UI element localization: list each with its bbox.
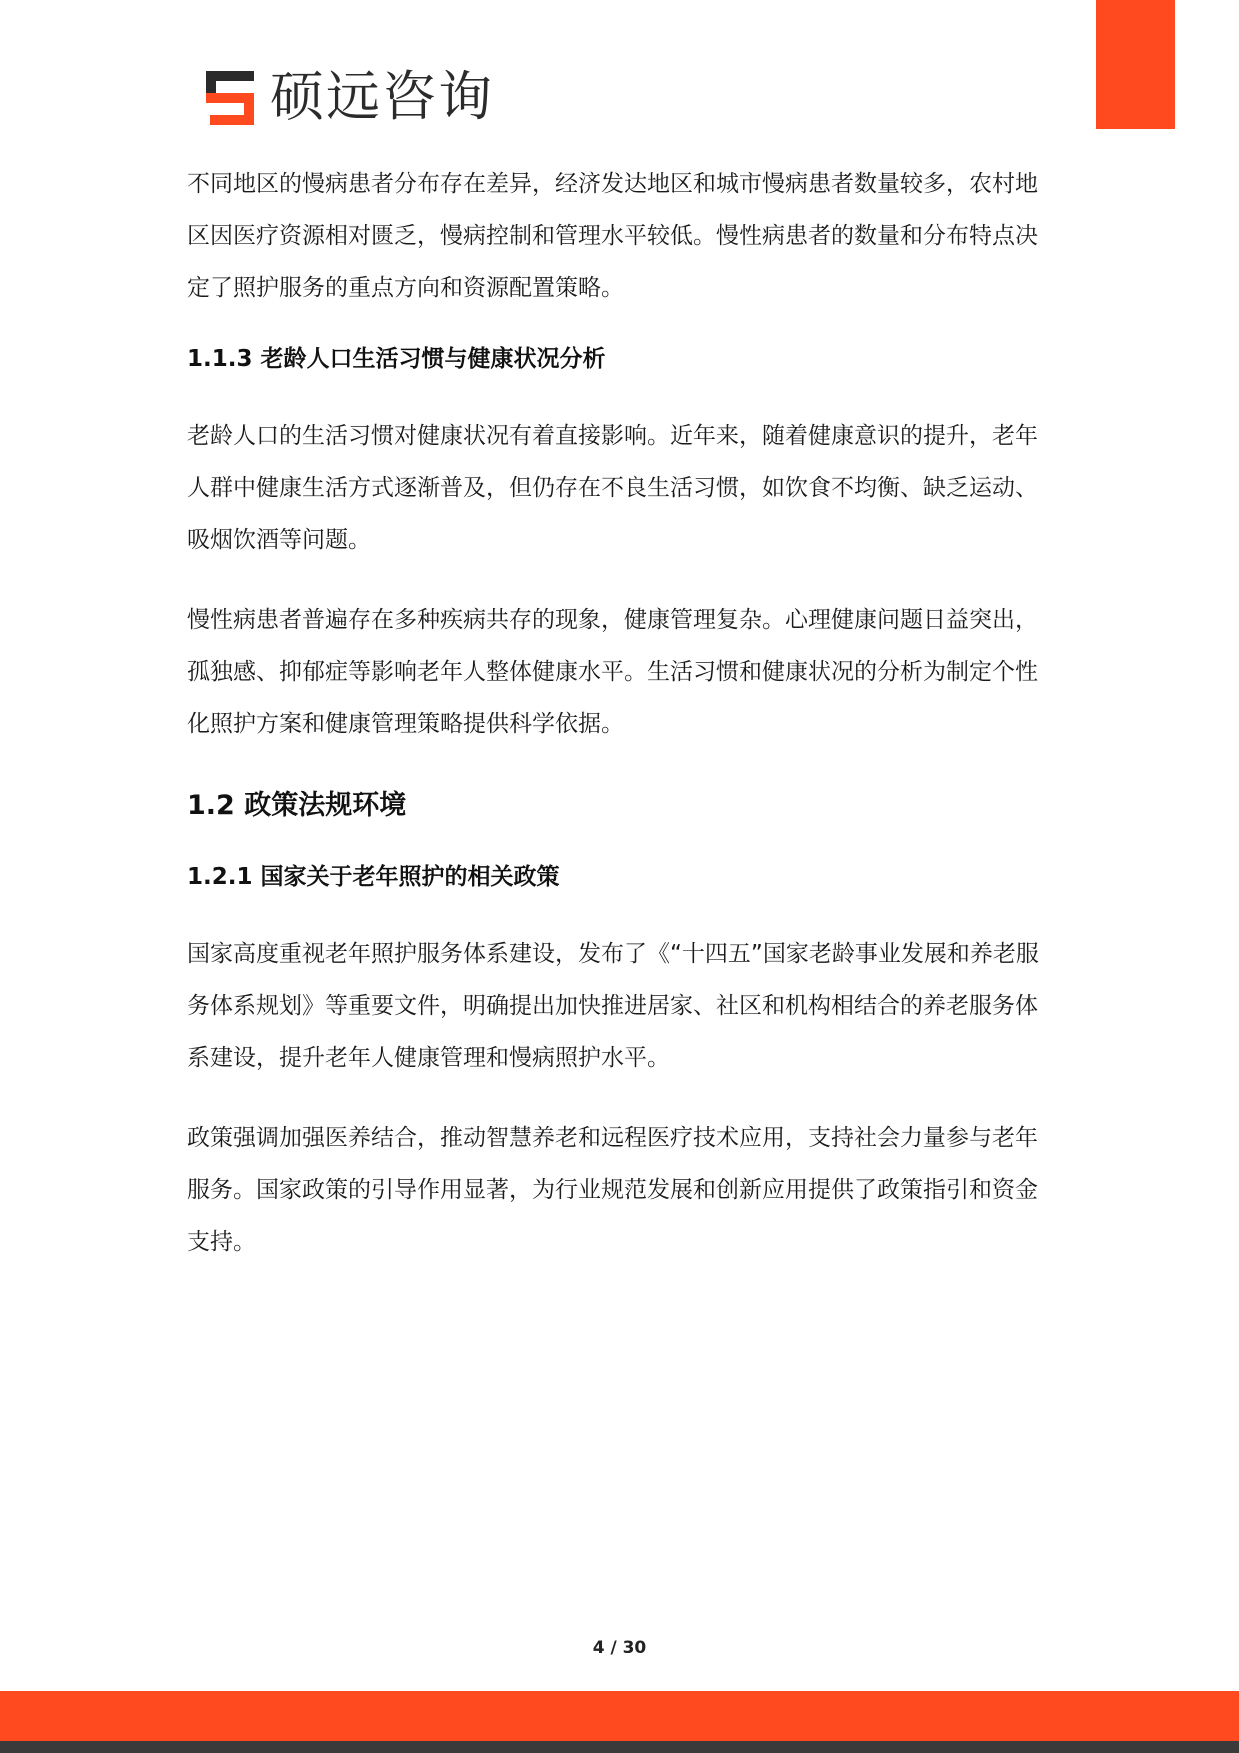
document-body <box>187 158 1057 1296</box>
heading-1-1-3: 1.1.3 老龄人口生活习惯与健康状况分析 <box>187 346 606 372</box>
paragraph-intro: 不同地区的慢病患者分布存在差异，经济发达地区和城市慢病患者数量较多，农村地区因医疗资源相对匮乏，慢病控制和管理水平较低。慢性病患者的数量和分布特点决定了照护服务的重点方向和资源配置策略。 <box>187 171 1038 301</box>
paragraph-1-2-1-a: 国家高度重视老年照护服务体系建设，发布了《“十四五”国家老龄事业发展和养老服务体系规划》等重要文件，明确提出加快推进居家、社区和机构相结合的养老服务体系建设，提升老年人健康管理和慢病照护水平。 <box>187 941 1039 1071</box>
footer-accent-bar <box>0 1691 1239 1741</box>
heading-1-2-1: 1.2.1 国家关于老年照护的相关政策 <box>187 864 560 890</box>
brand-logo <box>200 64 494 130</box>
paragraph-1-1-3-a: 老龄人口的生活习惯对健康状况有着直接影响。近年来，随着健康意识的提升，老年人群中健康生活方式逐渐普及，但仍存在不良生活习惯，如饮食不均衡、缺乏运动、吸烟饮酒等问题。 <box>187 423 1038 553</box>
paragraph-1-1-3-b: 慢性病患者普遍存在多种疾病共存的现象，健康管理复杂。心理健康问题日益突出，孤独感、抑郁症等影响老年人整体健康水平。生活习惯和健康状况的分析为制定个性化照护方案和健康管理策略提供科学依据。 <box>187 607 1038 737</box>
brand-name: 硕远咨询 <box>270 65 494 128</box>
footer-dark-strip <box>0 1741 1239 1753</box>
page-number: 4 / 30 <box>592 1638 647 1658</box>
paragraph-1-2-1-b: 政策强调加强医养结合，推动智慧养老和远程医疗技术应用，支持社会力量参与老年服务。国家政策的引导作用显著，为行业规范发展和创新应用提供了政策指引和资金支持。 <box>187 1125 1038 1255</box>
corner-accent-tab <box>1096 0 1175 129</box>
brand-logo-mark-icon <box>200 67 260 127</box>
heading-1-2: 1.2 政策法规环境 <box>187 790 407 821</box>
